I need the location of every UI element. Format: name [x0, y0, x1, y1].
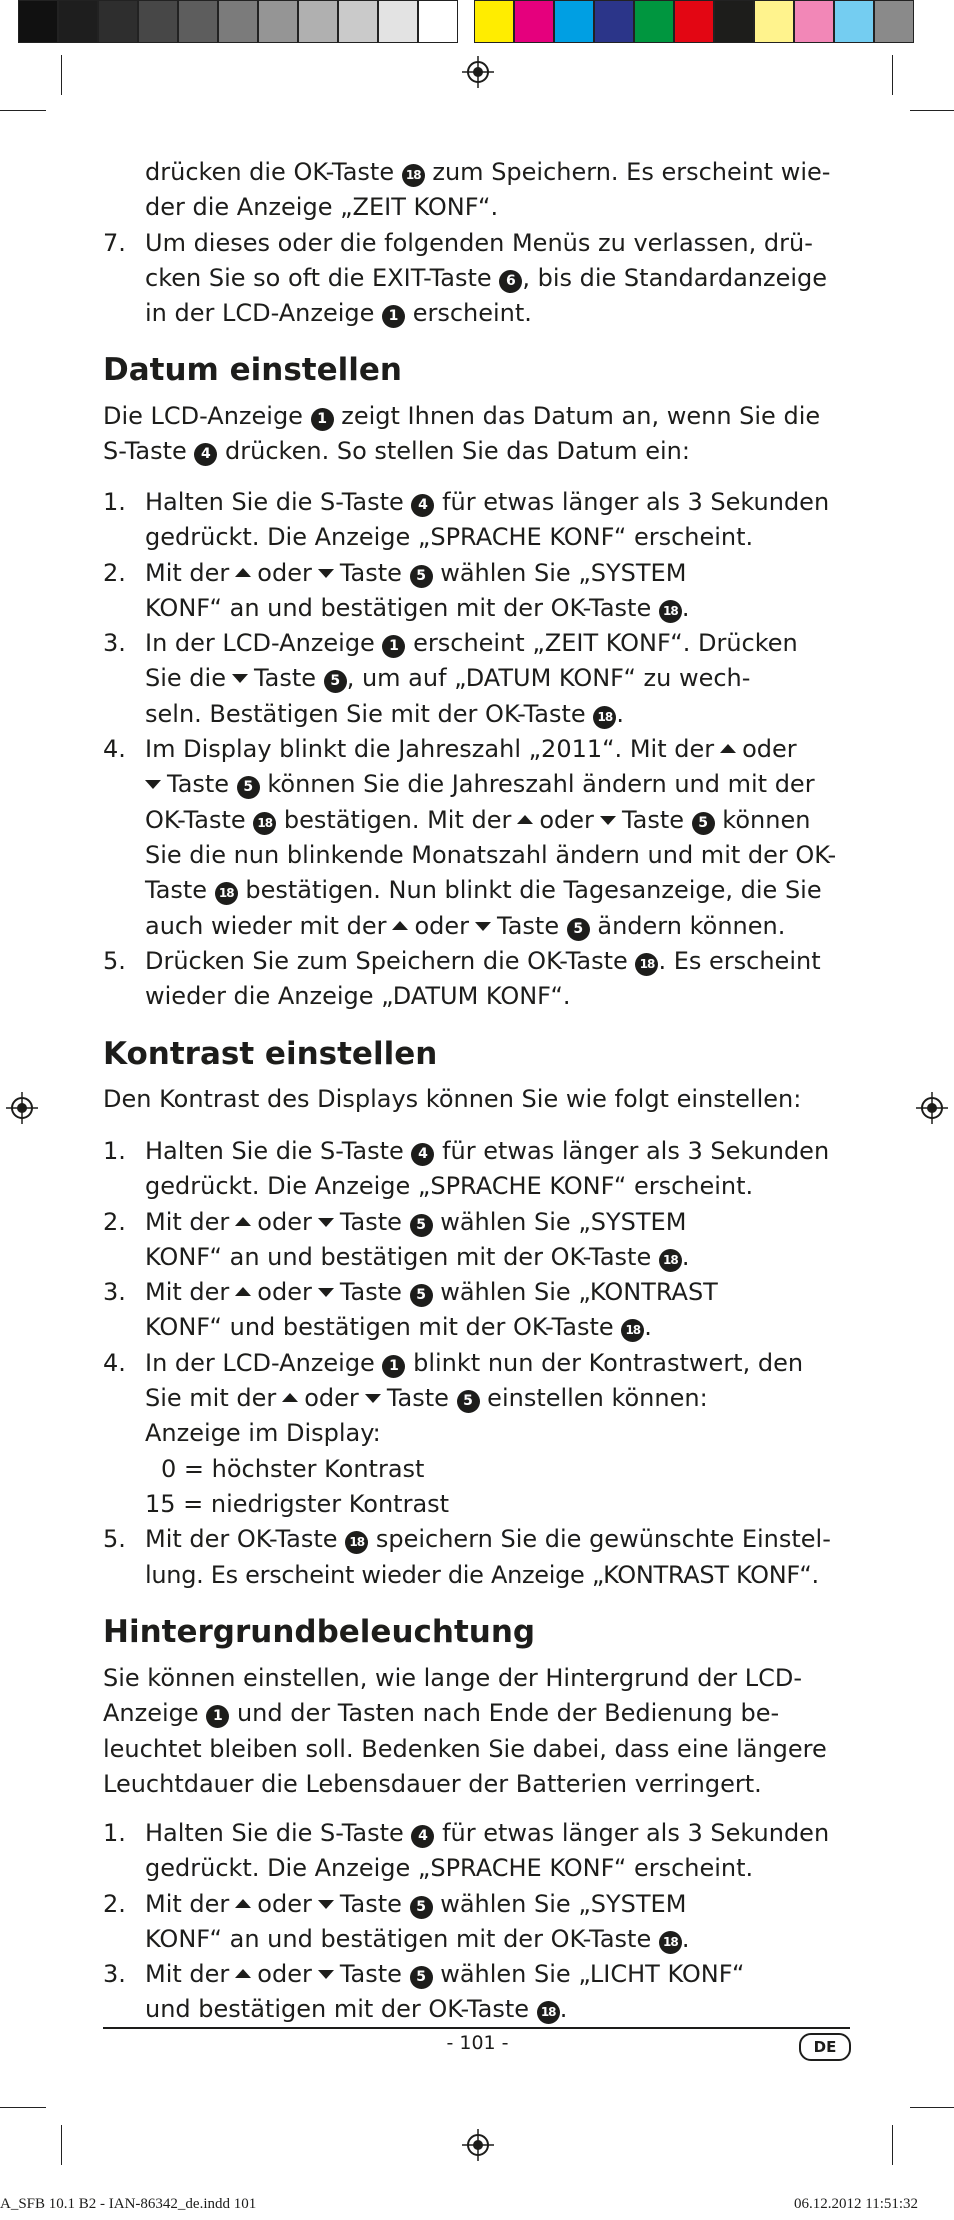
print-slug-timestamp: 06.12.2012 11:51:32 — [794, 2196, 919, 2212]
kontrast-intro: Den Kontrast des Displays können Sie wie folgt einstellen: — [103, 1085, 802, 1113]
arrow-down-icon — [318, 1288, 334, 1297]
licht-step-2: 2. Mit der oder Taste 5 wählen Sie „SYSTEM KONF“ an und bestätigen mit der OK-Taste 18 . — [103, 1889, 690, 1953]
ok-button-marker-icon: 18 — [621, 1319, 644, 1342]
gray-swatch — [58, 0, 98, 43]
color-swatch — [834, 0, 874, 43]
ok-button-marker-icon: 18 — [345, 1531, 368, 1554]
registration-mark-icon — [462, 56, 494, 88]
kontrast-step-2: 2. Mit der oder Taste 5 wählen Sie „SYSTEM KONF“ an und bestätigen mit der OK-Taste 18 . — [103, 1207, 690, 1271]
kontrast-step-5: 5. Mit der OK-Taste 18 speichern Sie die gewünschte Einstel- lung. Es erscheint wieder die Anzeige „KONTRAST KONF“. — [103, 1525, 831, 1589]
arrow-button-marker-icon: 5 — [410, 1214, 433, 1237]
s-button-marker-icon: 4 — [411, 1825, 434, 1848]
arrow-down-icon — [318, 1970, 334, 1979]
color-swatch — [794, 0, 834, 43]
arrow-up-icon — [517, 815, 533, 824]
s-button-marker-icon: 4 — [194, 443, 217, 466]
registration-mark-icon — [916, 1092, 948, 1124]
ok-button-marker-icon: 18 — [659, 1249, 682, 1272]
lcd-display-marker-icon: 1 — [382, 305, 405, 328]
arrow-up-icon — [720, 744, 736, 753]
color-swatch — [714, 0, 754, 43]
gray-swatch — [98, 0, 138, 43]
arrow-up-icon — [235, 1287, 251, 1296]
crop-mark — [910, 110, 954, 111]
arrow-button-marker-icon: 5 — [410, 1966, 433, 1989]
s-button-marker-icon: 4 — [411, 1143, 434, 1166]
arrow-up-icon — [235, 568, 251, 577]
lcd-display-marker-icon: 1 — [206, 1705, 229, 1728]
ok-button-marker-icon: 18 — [593, 706, 616, 729]
arrow-up-icon — [392, 921, 408, 930]
crop-mark — [0, 110, 46, 111]
licht-step-3: 3. Mit der oder Taste 5 wählen Sie „LICHT KONF“ und bestätigen mit der OK-Taste 18 . — [103, 1960, 745, 2024]
arrow-down-icon — [145, 780, 161, 789]
arrow-down-icon — [232, 674, 248, 683]
language-badge: DE — [799, 2033, 851, 2061]
crop-mark — [61, 55, 62, 95]
arrow-button-marker-icon: 5 — [324, 670, 347, 693]
crop-mark — [892, 2125, 893, 2165]
gray-swatch — [418, 0, 458, 43]
datum-step-2: 2. Mit der oder Taste 5 wählen Sie „SYSTEM KONF“ an und bestätigen mit der OK-Taste 18 . — [103, 558, 690, 622]
licht-step-1: 1. Halten Sie die S-Taste 4 für etwas länger als 3 Sekunden gedrückt. Die Anzeige „SPRACHE KONF“ erscheint. — [103, 1819, 830, 1883]
color-swatch — [594, 0, 634, 43]
arrow-down-icon — [318, 1218, 334, 1227]
arrow-down-icon — [600, 816, 616, 825]
arrow-button-marker-icon: 5 — [410, 1896, 433, 1919]
datum-step-5: 5. Drücken Sie zum Speichern die OK-Taste 18 . Es erscheint wieder die Anzeige „DATUM KONF“. — [103, 946, 821, 1011]
kontrast-step-4: 4. In der LCD-Anzeige 1 blinkt nun der Kontrastwert, den Sie mit der oder Taste 5 einstellen können: Anzeige im Display: 0 = höchster Kontrast 15 = niedrigster Kontrast — [103, 1348, 804, 1518]
crop-mark — [910, 2107, 954, 2108]
datum-step-3: 3. In der LCD-Anzeige 1 erscheint „ZEIT KONF“. Drücken Sie die Taste 5 , um auf „DATUM KONF“ zu wech- seln. Bestätigen Sie mit der OK-Taste 18 . — [103, 629, 798, 728]
ok-button-marker-icon: 18 — [215, 882, 238, 905]
color-swatch — [674, 0, 714, 43]
kontrast-step-1: 1. Halten Sie die S-Taste 4 für etwas länger als 3 Sekunden gedrückt. Die Anzeige „SPRACHE KONF“ erscheint. — [103, 1137, 830, 1201]
color-swatch — [514, 0, 554, 43]
section-heading-hintergrundbeleuchtung: Hintergrundbeleuchtung — [103, 1614, 536, 1650]
datum-step-1: 1. Halten Sie die S-Taste 4 für etwas länger als 3 Sekunden gedrückt. Die Anzeige „SPRACHE KONF“ erscheint. — [103, 488, 830, 552]
gray-swatch — [218, 0, 258, 43]
arrow-up-icon — [235, 1899, 251, 1908]
color-swatch — [554, 0, 594, 43]
step-7: 7. Um dieses oder die folgenden Menüs zu verlassen, drü- cken Sie so oft die EXIT-Taste 6 , bis die Standardanzeige in der LCD-Anzeige 1 erscheint. — [103, 228, 828, 328]
arrow-up-icon — [235, 1217, 251, 1226]
arrow-up-icon — [235, 1969, 251, 1978]
lcd-display-marker-icon: 1 — [311, 408, 334, 431]
section-heading-kontrast: Kontrast einstellen — [103, 1036, 438, 1072]
ok-button-marker-icon: 18 — [659, 1931, 682, 1954]
footer-rule — [103, 2027, 850, 2029]
lcd-display-marker-icon: 1 — [382, 635, 405, 658]
gray-swatch — [338, 0, 378, 43]
ok-button-marker-icon: 18 — [635, 953, 658, 976]
print-color-bar — [18, 0, 914, 43]
crop-mark — [61, 2125, 62, 2165]
lcd-display-marker-icon: 1 — [382, 1355, 405, 1378]
kontrast-steps — [103, 1134, 850, 1593]
registration-mark-icon — [462, 2129, 494, 2161]
ok-button-marker-icon: 18 — [253, 812, 276, 835]
arrow-button-marker-icon: 5 — [410, 565, 433, 588]
color-swatch — [874, 0, 914, 43]
ok-button-marker-icon: 18 — [537, 2001, 560, 2024]
intro-continuation — [103, 155, 850, 331]
arrow-down-icon — [475, 922, 491, 931]
color-swatch — [634, 0, 674, 43]
swatch-gap — [458, 0, 474, 43]
kontrast-step-3: 3. Mit der oder Taste 5 wählen Sie „KONTRAST KONF“ und bestätigen mit der OK-Taste 18 . — [103, 1278, 718, 1342]
arrow-button-marker-icon: 5 — [567, 918, 590, 941]
crop-mark — [892, 55, 893, 95]
arrow-button-marker-icon: 5 — [410, 1284, 433, 1307]
arrow-down-icon — [365, 1394, 381, 1403]
crop-mark — [0, 2107, 46, 2108]
gray-swatch — [178, 0, 218, 43]
datum-step-4: 4. Im Display blinkt die Jahreszahl „2011“. Mit der oder Taste 5 können Sie die Jahreszahl ändern und mit der OK-Taste 18 bestätigen. Mit der oder Taste 5 können Sie die nun blinkende Monatszahl ändern und mit der OK- Taste 18 bestätigen. Nun blinkt die Tagesanzeige, die Sie auch wieder mit der oder Taste 5 ändern können. — [103, 735, 837, 940]
color-swatch — [754, 0, 794, 43]
exit-button-marker-icon: 6 — [499, 270, 522, 293]
print-slug-filename: A_SFB 10.1 B2 - IAN-86342_de.indd 101 — [0, 2196, 257, 2212]
arrow-up-icon — [282, 1393, 298, 1402]
arrow-down-icon — [318, 1900, 334, 1909]
arrow-button-marker-icon: 5 — [457, 1390, 480, 1413]
gray-swatch — [298, 0, 338, 43]
gray-swatch — [378, 0, 418, 43]
gray-swatch — [258, 0, 298, 43]
ok-button-marker-icon: 18 — [659, 600, 682, 623]
datum-intro: Die LCD-Anzeige 1 zeigt Ihnen das Datum an, wenn Sie die S-Taste 4 drücken. So stellen Sie das Datum ein: — [103, 402, 821, 466]
arrow-down-icon — [318, 569, 334, 578]
licht-intro: Sie können einstellen, wie lange der Hintergrund der LCD- Anzeige 1 und der Tasten nach Ende der Bedienung be- leuchtet bleiben soll. Bedenken Sie dabei, dass eine längere Leuchtdauer die Lebensdauer der Batterien verringert. — [103, 1664, 827, 1798]
section-heading-datum: Datum einstellen — [103, 352, 402, 388]
arrow-button-marker-icon: 5 — [237, 776, 260, 799]
s-button-marker-icon: 4 — [411, 494, 434, 517]
page-number: - 101 - — [446, 2032, 509, 2054]
licht-steps — [103, 1816, 850, 2028]
gray-swatch — [18, 0, 58, 43]
arrow-button-marker-icon: 5 — [692, 812, 715, 835]
step-6-continuation: drücken die OK-Taste 18 zum Speichern. Es erscheint wie- der die Anzeige „ZEIT KONF“. — [145, 158, 831, 222]
button-18-marker-icon: 18 — [402, 164, 425, 187]
registration-mark-icon — [6, 1092, 38, 1124]
datum-steps — [103, 485, 850, 1014]
gray-swatch — [138, 0, 178, 43]
color-swatch — [474, 0, 514, 43]
